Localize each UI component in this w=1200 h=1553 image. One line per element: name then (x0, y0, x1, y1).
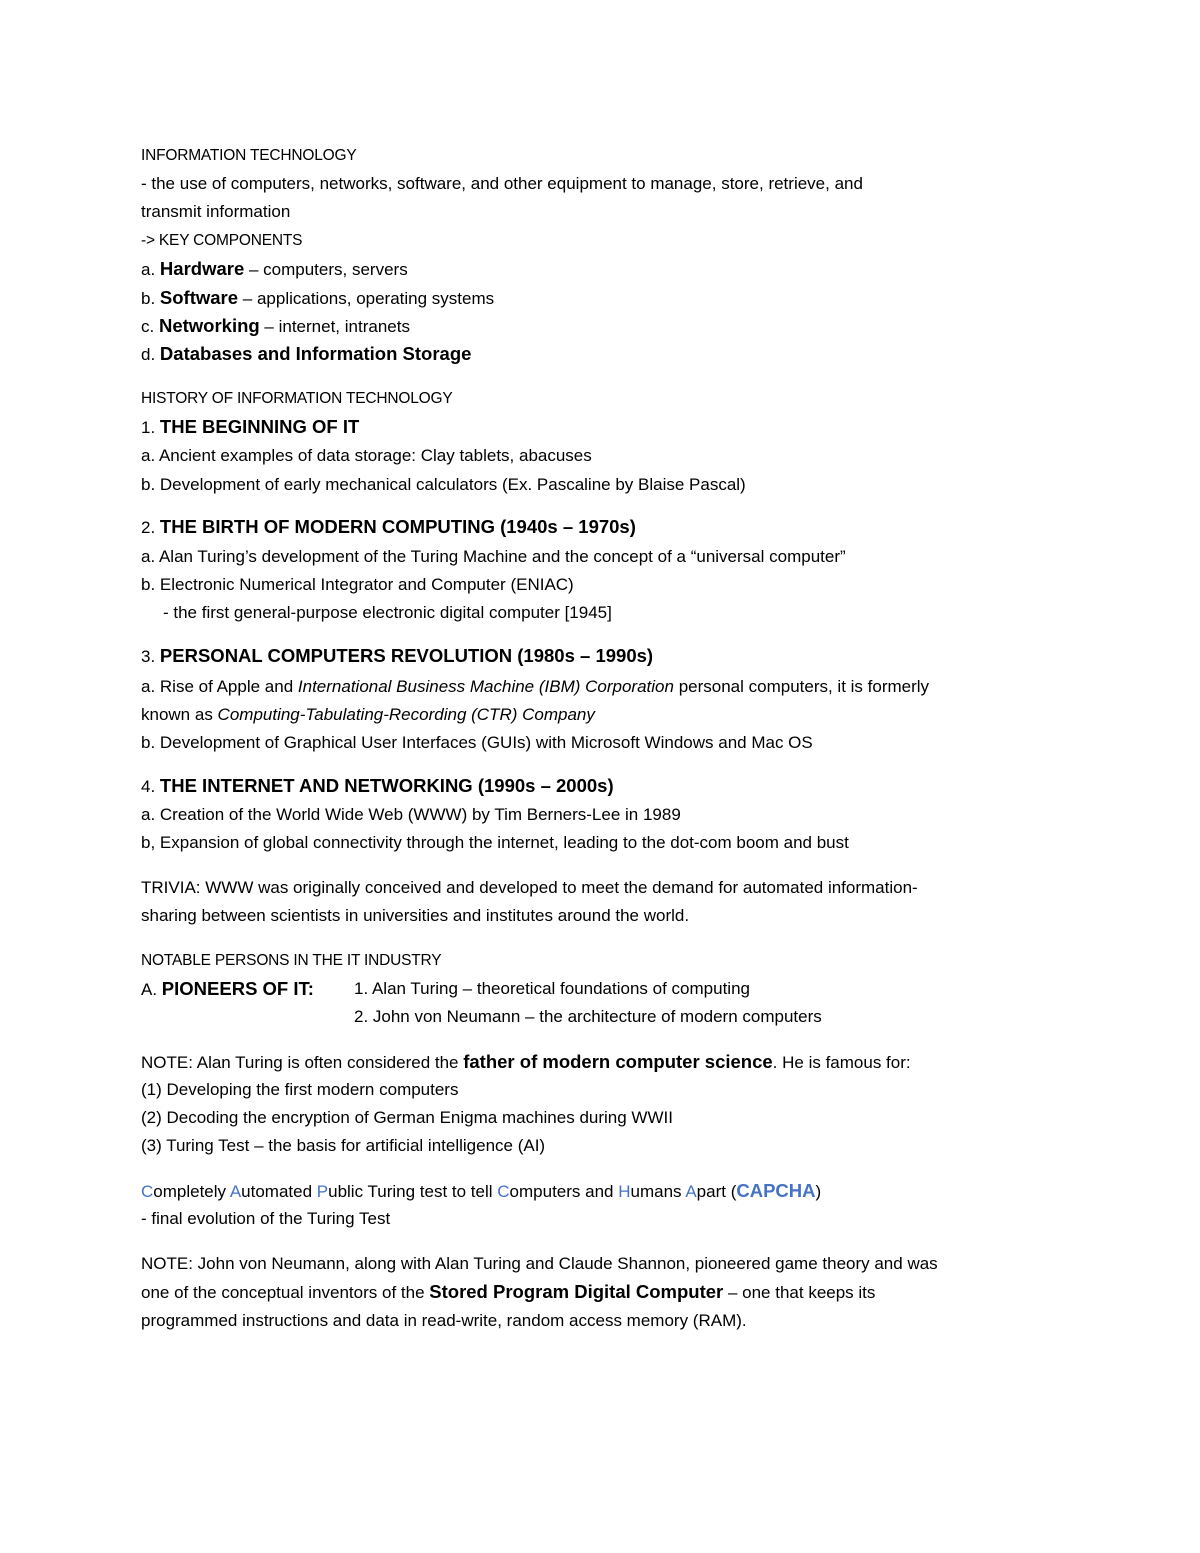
capcha-highlight-letter: A (229, 1182, 242, 1201)
component-software (141, 287, 494, 310)
section-4-item-a: a. Creation of the World Wide Web (WWW) by Tim Berners-Lee in 1989 (141, 805, 681, 824)
component-desc: – applications, operating systems (238, 289, 495, 308)
stored-program-term: Stored Program Digital Computer (429, 1281, 724, 1302)
text-run: part ( (696, 1182, 737, 1201)
pioneers-label (141, 978, 314, 1001)
capcha-highlight-letter: A (685, 1182, 697, 1201)
text-run: – one that keeps its (723, 1283, 876, 1302)
text-run: ) (815, 1182, 822, 1201)
text-run: . He is famous for: (772, 1053, 911, 1072)
text-run: ompletely (153, 1182, 230, 1201)
notable-heading: NOTABLE PERSONS IN THE IT INDUSTRY (141, 952, 442, 969)
trivia-line-2: sharing between scientists in universities and institutes around the world. (141, 906, 690, 925)
capcha-highlight-letter: P (316, 1182, 329, 1201)
section-2-heading (141, 516, 636, 539)
key-components-heading: -> KEY COMPONENTS (141, 232, 303, 249)
it-title: INFORMATION TECHNOLOGY (141, 147, 357, 164)
text-run: personal computers, it is formerly (673, 677, 930, 696)
note-neumann-line-3: programmed instructions and data in read-write, random access memory (RAM). (141, 1311, 747, 1330)
it-definition-line-1: - the use of computers, networks, software, and other equipment to manage, store, retrieve, and (141, 174, 863, 193)
text-run: utomated (241, 1182, 317, 1201)
component-term: Databases and Information Storage (159, 343, 472, 364)
text-run: ublic Turing test to tell (328, 1182, 498, 1201)
section-1-item-a: a. Ancient examples of data storage: Clay tablets, abacuses (141, 446, 592, 465)
section-title: THE INTERNET AND NETWORKING (1990s – 2000s) (159, 775, 614, 796)
component-prefix: c. (141, 317, 155, 336)
section-4-item-b: b, Expansion of global connectivity through the internet, leading to the dot-com boom and bust (141, 833, 849, 852)
section-1-heading (141, 416, 359, 439)
component-term: Software (159, 287, 239, 308)
component-databases (141, 343, 471, 366)
text-run: NOTE: Alan Turing is often considered the (141, 1053, 464, 1072)
section-number: 3. (141, 647, 156, 666)
component-prefix: b. (141, 289, 156, 308)
component-hardware (141, 258, 408, 281)
ctr-name: Computing-Tabulating-Recording (CTR) Company (217, 705, 595, 724)
it-definition-line-2: transmit information (141, 202, 291, 221)
section-3-item-a-line-1 (141, 676, 929, 698)
component-desc: – computers, servers (244, 260, 408, 279)
section-2-item-a: a. Alan Turing’s development of the Turing Machine and the concept of a “universal computer” (141, 547, 846, 566)
component-networking (141, 315, 410, 338)
capcha-highlight-letter: CAPCHA (736, 1180, 816, 1201)
text-run: a. Rise of Apple and (141, 677, 298, 696)
component-desc: – internet, intranets (259, 317, 410, 336)
section-title: PERSONAL COMPUTERS REVOLUTION (1980s – 1990s) (159, 645, 654, 666)
note-neumann-line-2 (141, 1281, 875, 1304)
text-run: known as (141, 705, 218, 724)
turing-fact-1: (1) Developing the first modern computers (141, 1080, 459, 1099)
section-3-heading (141, 645, 653, 668)
text-run: one of the conceptual inventors of the (141, 1283, 430, 1302)
trivia-line-1: TRIVIA: WWW was originally conceived and developed to meet the demand for automated information- (141, 878, 918, 897)
section-2-item-b: b. Electronic Numerical Integrator and Computer (ENIAC) (141, 575, 574, 594)
turing-fact-2: (2) Decoding the encryption of German Enigma machines during WWII (141, 1108, 673, 1127)
capcha-highlight-letter: C (141, 1182, 154, 1201)
section-number: 4. (141, 777, 156, 796)
pioneer-1: 1. Alan Turing – theoretical foundations of computing (354, 979, 750, 998)
section-2-item-b-detail: - the first general-purpose electronic digital computer [1945] (163, 603, 612, 622)
capcha-expansion (141, 1180, 821, 1203)
pioneers-prefix: A. (141, 980, 158, 999)
section-number: 2. (141, 518, 156, 537)
history-heading: HISTORY OF INFORMATION TECHNOLOGY (141, 390, 453, 407)
section-title: THE BIRTH OF MODERN COMPUTING (1940s – 1970s) (159, 516, 636, 537)
component-term: Networking (158, 315, 260, 336)
section-3-item-a-line-2 (141, 704, 595, 726)
component-term: Hardware (159, 258, 245, 279)
ibm-name: International Business Machine (IBM) Corporation (297, 677, 674, 696)
capcha-detail: - final evolution of the Turing Test (141, 1209, 391, 1228)
text-run: umans (630, 1182, 686, 1201)
pioneers-title: PIONEERS OF IT: (161, 978, 314, 999)
section-1-item-b: b. Development of early mechanical calculators (Ex. Pascaline by Blaise Pascal) (141, 475, 746, 494)
component-prefix: a. (141, 260, 156, 279)
capcha-highlight-letter: C (497, 1182, 510, 1201)
pioneer-2: 2. John von Neumann – the architecture of modern computers (354, 1007, 822, 1026)
section-number: 1. (141, 418, 156, 437)
capcha-highlight-letter: H (618, 1182, 631, 1201)
father-of-cs: father of modern computer science (463, 1051, 773, 1072)
turing-fact-3: (3) Turing Test – the basis for artificial intelligence (AI) (141, 1136, 546, 1155)
section-3-item-b: b. Development of Graphical User Interfaces (GUIs) with Microsoft Windows and Mac OS (141, 733, 813, 752)
component-prefix: d. (141, 345, 156, 364)
note-turing-intro (141, 1051, 911, 1074)
note-neumann-line-1: NOTE: John von Neumann, along with Alan Turing and Claude Shannon, pioneered game theory and was (141, 1254, 938, 1273)
section-4-heading (141, 775, 614, 798)
text-run: omputers and (509, 1182, 619, 1201)
section-title: THE BEGINNING OF IT (159, 416, 360, 437)
